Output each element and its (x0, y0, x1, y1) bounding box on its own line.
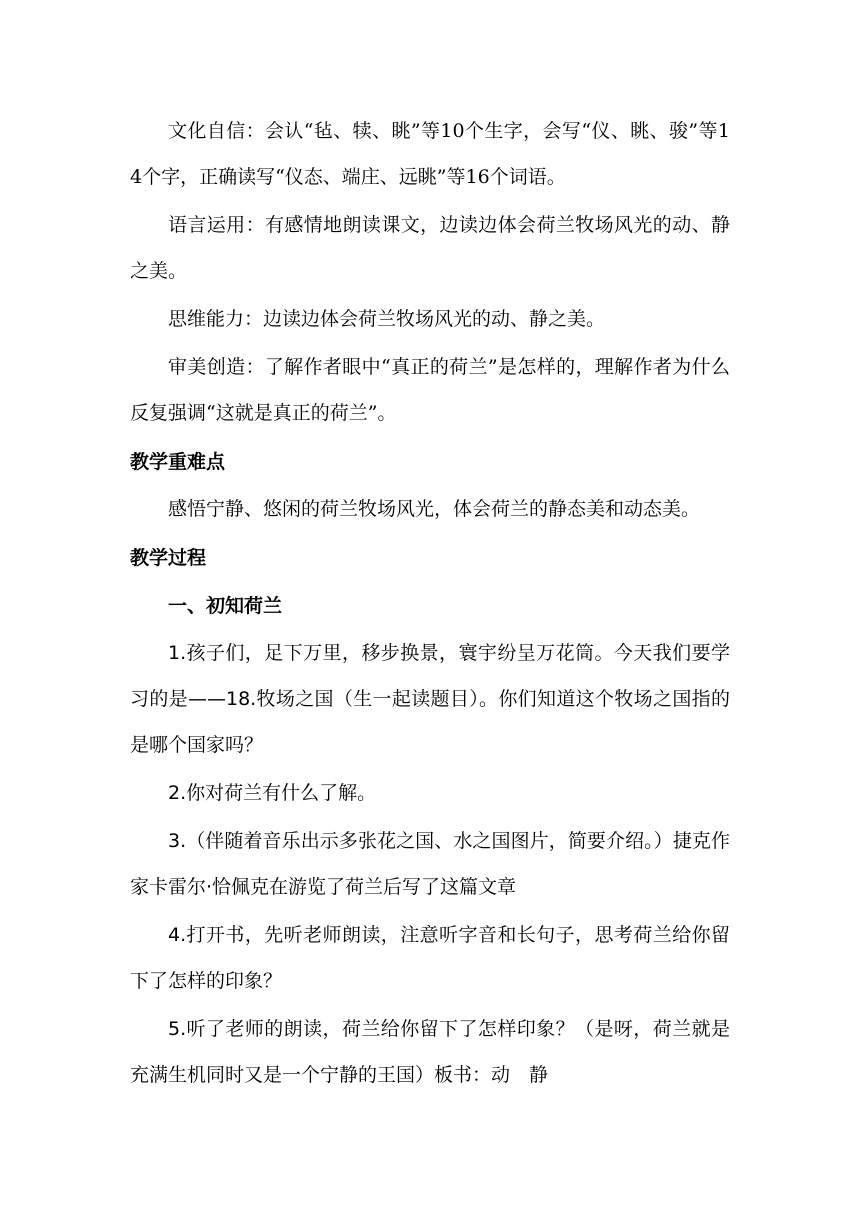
section-heading: 一、初知荷兰 (168, 595, 283, 617)
key-points-text: 感悟宁静、悠闲的荷兰牧场风光，体会荷兰的静态美和动态美。 (168, 498, 701, 520)
document-body (130, 108, 730, 1100)
process-heading: 教学过程 (130, 547, 207, 569)
step-4: 4.打开书，先听老师朗读，注意听字音和长句子，思考荷兰给你留下了怎样的印象？ (130, 924, 730, 992)
step-5: 5.听了老师的朗读，荷兰给你留下了怎样印象？（是呀，荷兰就是充满生机同时又是一个宁静的王国）板书：动 静 (130, 1018, 730, 1086)
objective-culture: 文化自信：会认“毡、犊、眺”等10个生字，会写“仪、眺、骏”等14个字，正确读写“仪态、端庄、远眺”等16个词语。 (130, 120, 730, 188)
step-1: 1.孩子们，足下万里，移步换景，寰宇纷呈万花筒。今天我们要学习的是——18.牧场之国（生一起读题目）。你们知道这个牧场之国指的是哪个国家吗？ (130, 642, 730, 756)
objective-aesthetic: 审美创造：了解作者眼中“真正的荷兰”是怎样的，理解作者为什么反复强调“这就是真正的荷兰”。 (130, 356, 730, 424)
objective-thinking: 思维能力：边读边体会荷兰牧场风光的动、静之美。 (168, 308, 606, 330)
step-2: 2.你对荷兰有什么了解。 (168, 782, 377, 804)
step-3: 3.（伴随着音乐出示多张花之国、水之国图片，简要介绍。）捷克作家卡雷尔·恰佩克在游览了荷兰后写了这篇文章 (130, 830, 730, 898)
key-points-heading: 教学重难点 (130, 451, 226, 473)
objective-language: 语言运用：有感情地朗读课文，边读边体会荷兰牧场风光的动、静之美。 (130, 214, 730, 282)
